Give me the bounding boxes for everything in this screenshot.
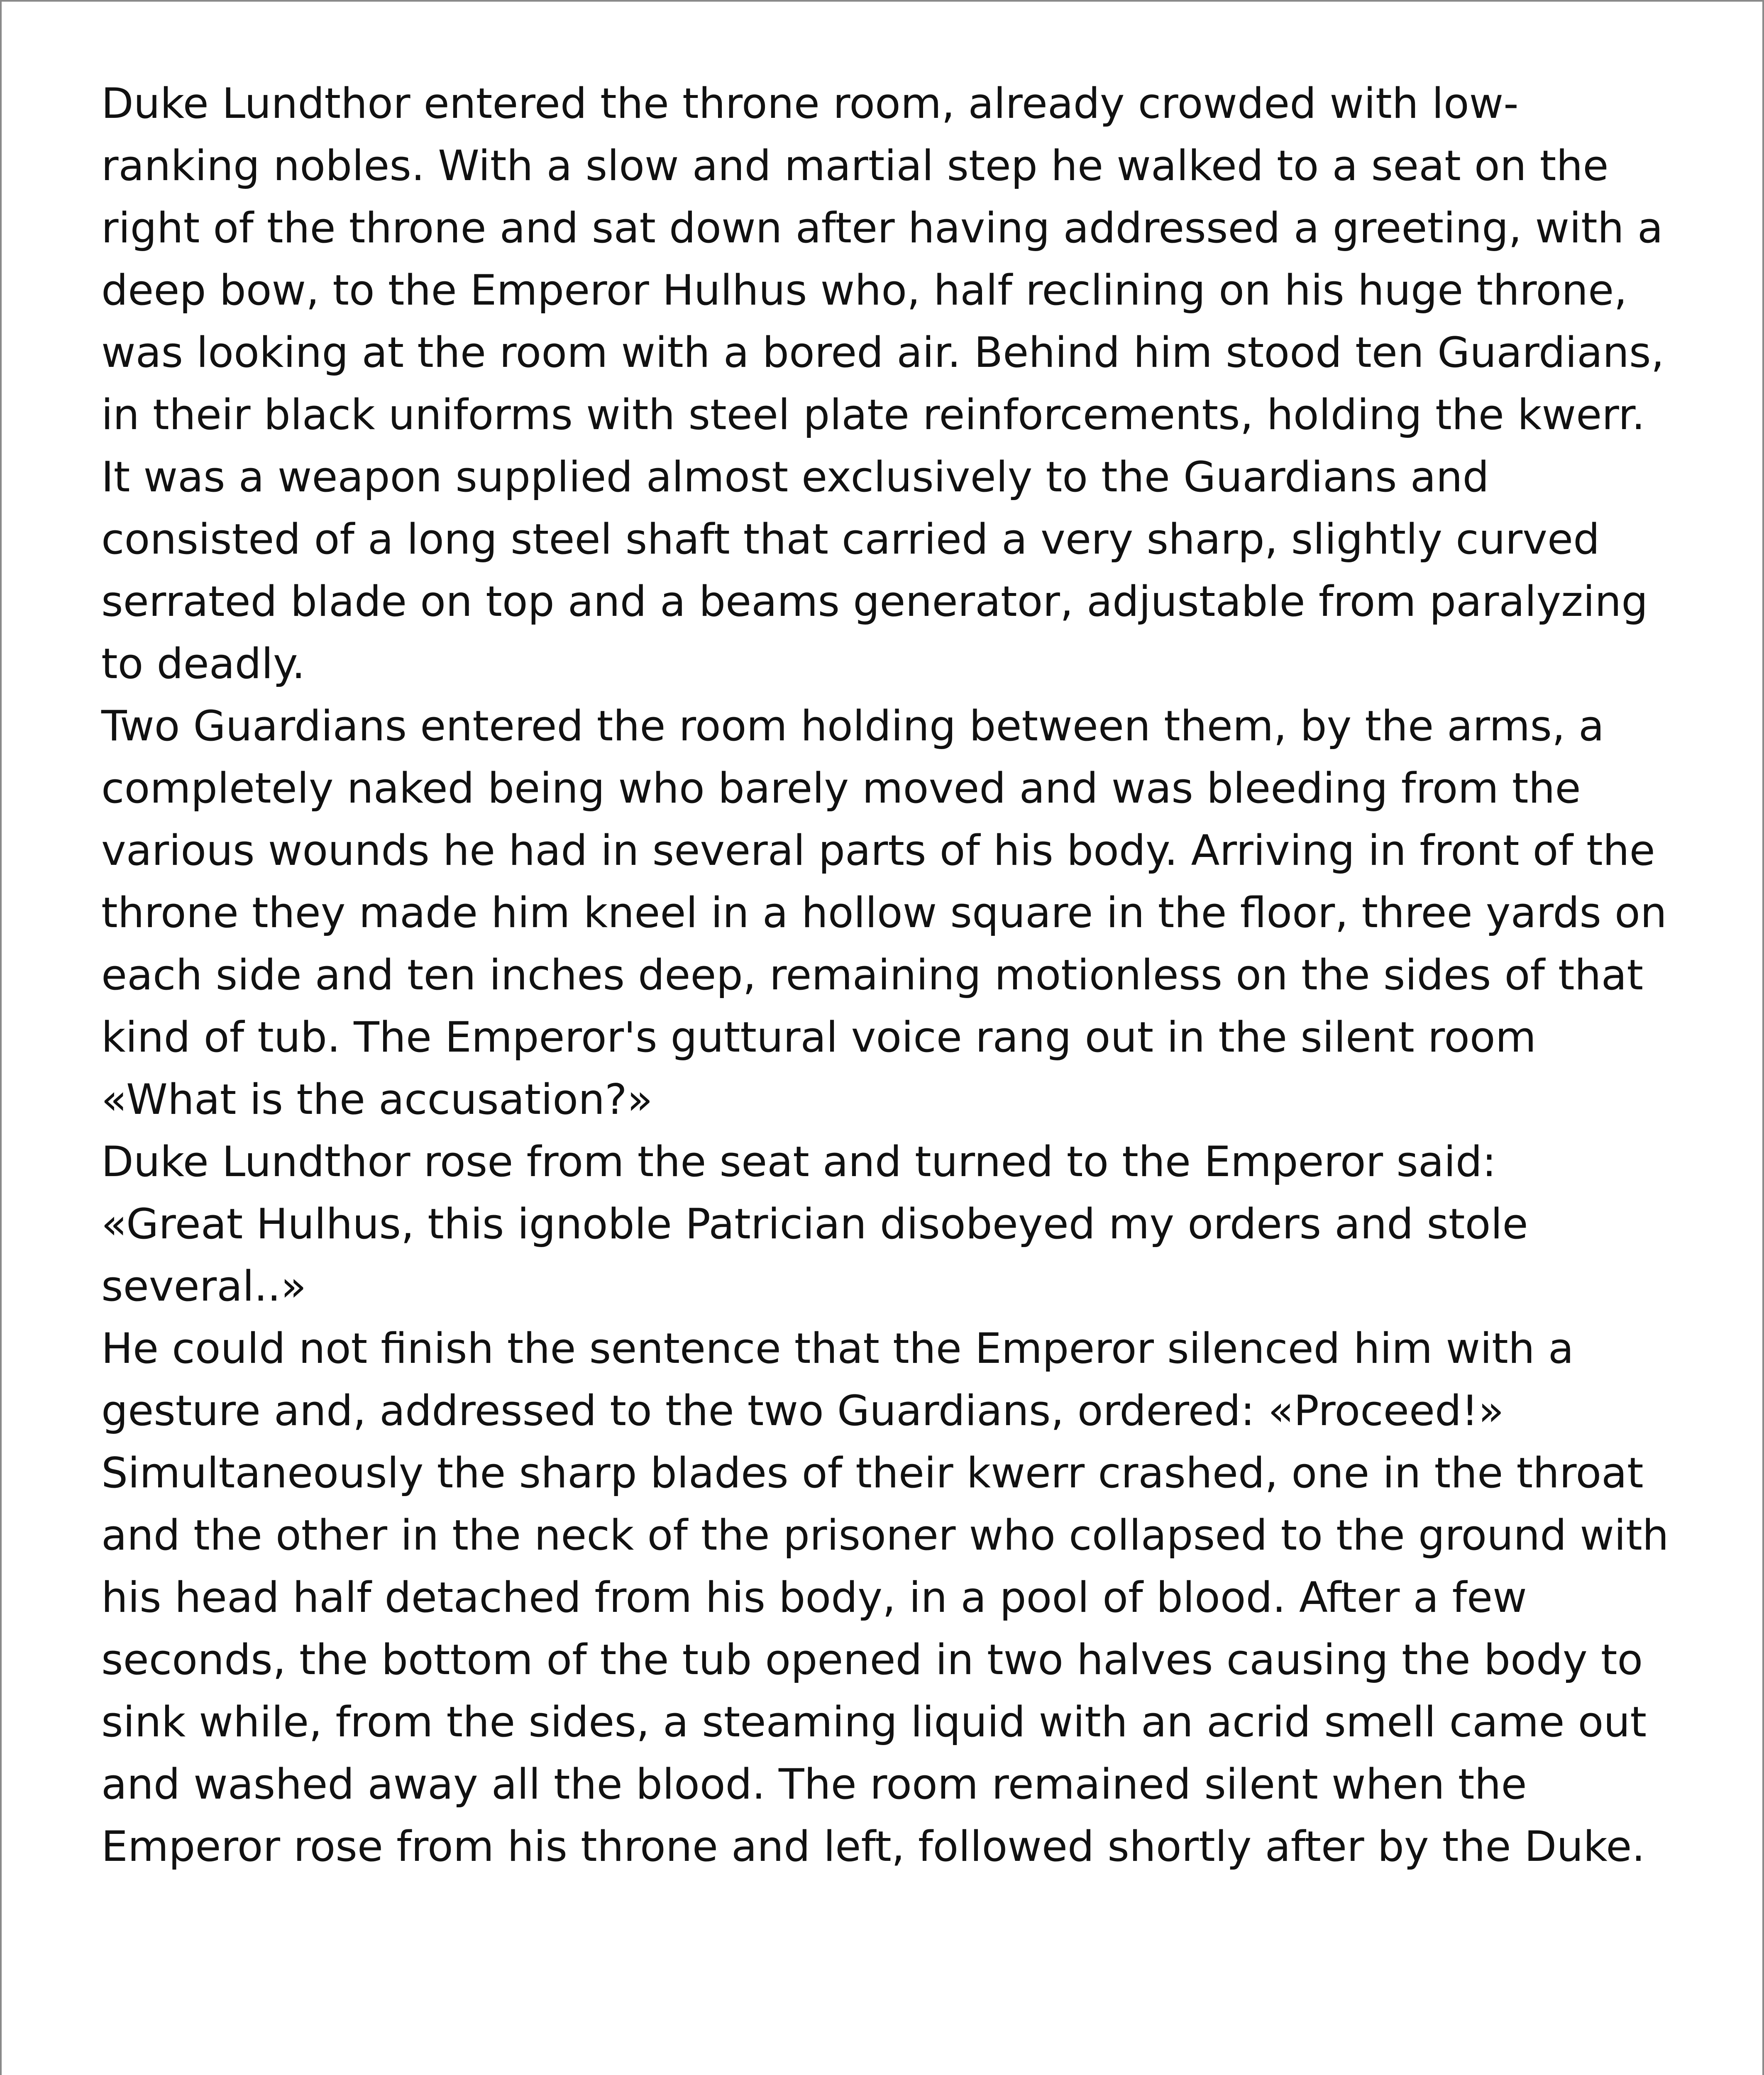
document-body	[101, 72, 1670, 1877]
paragraph-emperor-question: «What is the accusation?»	[101, 1075, 653, 1124]
paragraph-duke-enters: Duke Lundthor entered the throne room, already crowded with low-ranking nobles. With a slow and martial step he walked to a seat on the right of the throne and sat down after having addressed a greeting, with a deep bow, to the Emperor Hulhus who, half reclining on his huge throne, was looking at the room with a bored air. Behind him stood ten Guardians, in their black uniforms with steel plate reinforcements, holding the kwerr. It was a weapon supplied almost exclusively to the Guardians and consisted of a long steel shaft that carried a very sharp, slightly curved serrated blade on top and a beams generator, adjustable from paralyzing to deadly.	[101, 79, 1664, 688]
paragraph-execution: Simultaneously the sharp blades of their kwerr crashed, one in the throat and the other in the neck of the prisoner who collapsed to the ground with his head half detached from his body, in a pool of blood. After a few seconds, the bottom of the tub opened in two halves causing the body to sink while, from the sides, a steaming liquid with an acrid smell came out and washed away all the blood. The room remained silent when the Emperor rose from his throne and left, followed shortly after by the Duke.	[101, 1448, 1669, 1871]
paragraph-duke-rises: Duke Lundthor rose from the seat and turned to the Emperor said:	[101, 1137, 1497, 1186]
paragraph-duke-accusation: «Great Hulhus, this ignoble Patrician disobeyed my orders and stole several..»	[101, 1199, 1528, 1311]
paragraph-prisoner-brought: Two Guardians entered the room holding between them, by the arms, a completely naked being who barely moved and was bleeding from the various wounds he had in several parts of his body. Arriving in front of the throne they made him kneel in a hollow square in the floor, three yards on each side and ten inches deep, remaining motionless on the sides of that kind of tub. The Emperor's guttural voice rang out in the silent room	[101, 701, 1667, 1062]
paragraph-emperor-orders: He could not finish the sentence that the Emperor silenced him with a gesture and, addressed to the two Guardians, ordered: «Proceed!»	[101, 1324, 1574, 1435]
